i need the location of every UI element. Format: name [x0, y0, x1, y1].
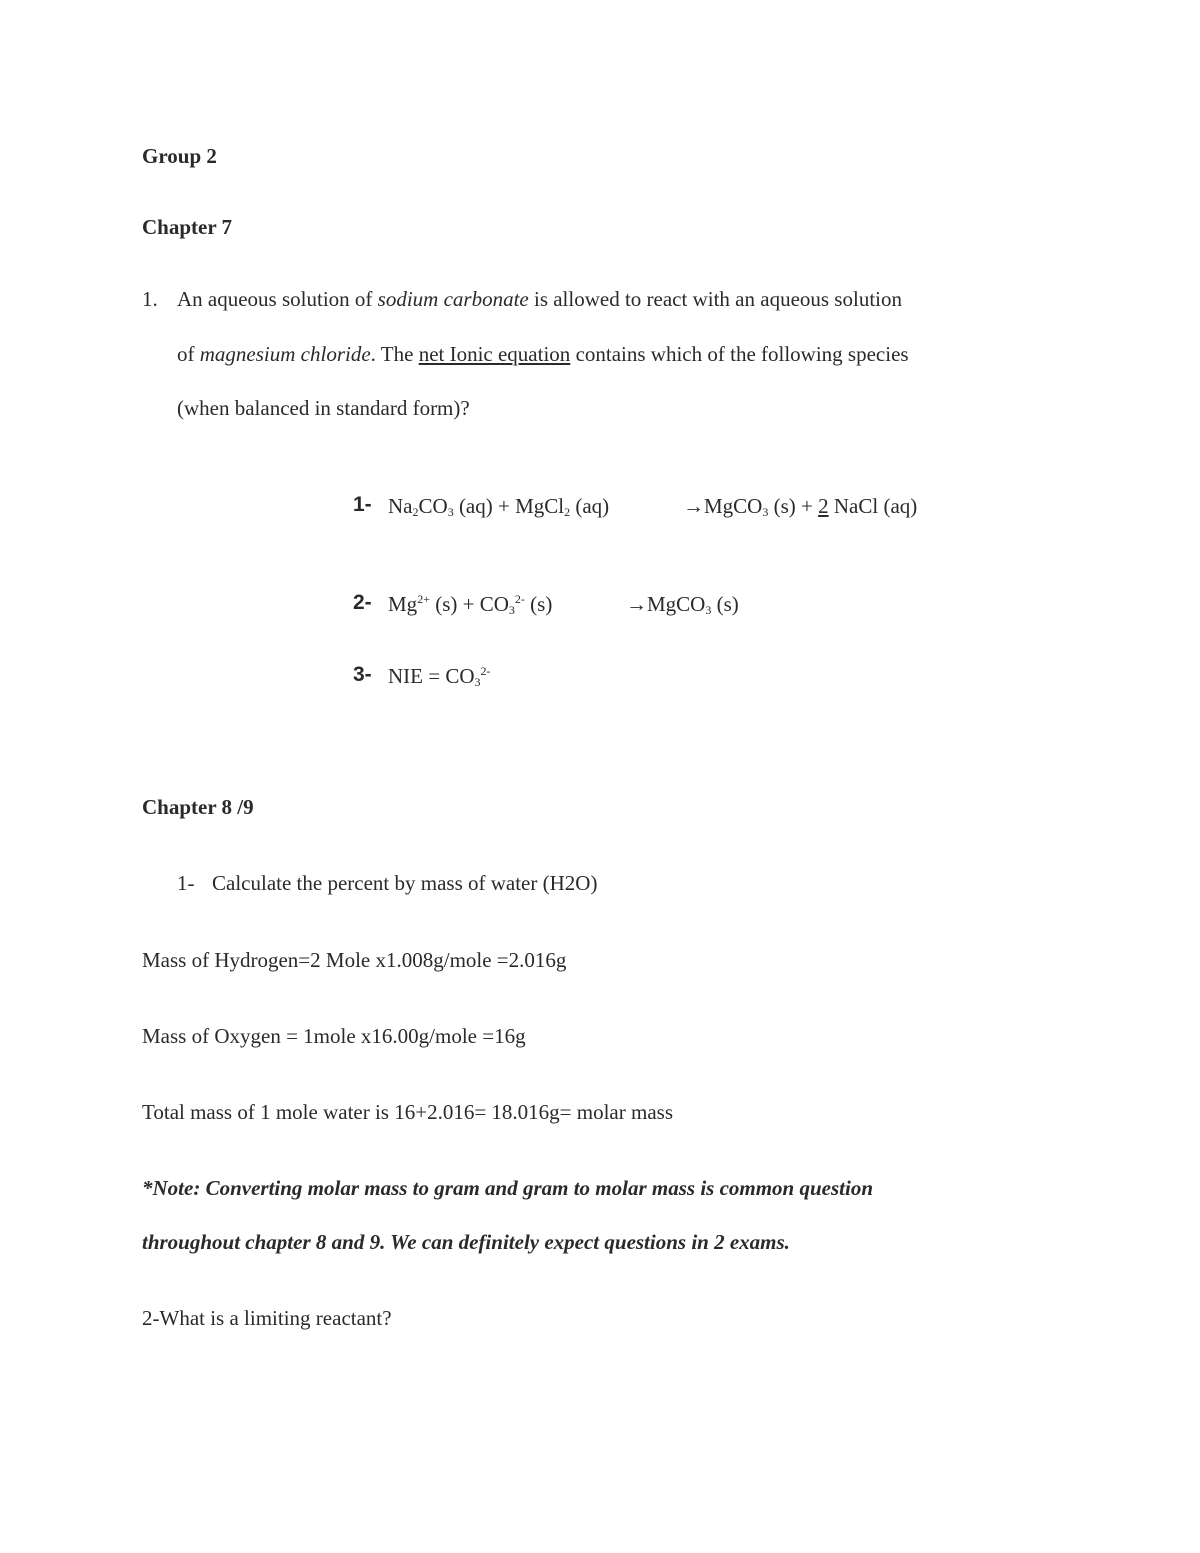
- question-text: of: [177, 342, 200, 366]
- question-2: 2-What is a limiting reactant?: [142, 1306, 392, 1330]
- equation-2-number: 2-: [353, 591, 372, 614]
- equation-1-number: 1-: [353, 493, 372, 516]
- magnesium-chloride-term: magnesium chloride: [199, 342, 371, 366]
- equation-2-reactants: $Mg^{2+}$ $(s) + CO_3^{2-}$ (s): [388, 592, 553, 617]
- note-line-2: throughout chapter 8 and 9. We can definitely expect questions in 2 exams.: [142, 1230, 790, 1254]
- question-text: . The: [370, 342, 419, 366]
- group-title: Group 2: [142, 144, 217, 168]
- equation-2-products: →MgCO$_3$ (s): [626, 592, 739, 617]
- coefficient: 2: [818, 494, 829, 518]
- net-ionic-equation-term: net Ionic equation: [418, 342, 571, 366]
- question-text: is allowed to react with an aqueous solution: [528, 287, 902, 311]
- chapter-8-9-heading: Chapter 8 /9: [142, 795, 254, 819]
- equation-1-reactants: $Na_2CO_3$ (aq) + MgCl$_2$ (aq): [388, 494, 610, 519]
- oxygen-mass-line: Mass of Oxygen = 1mole x16.00g/mole =16g: [142, 1024, 526, 1048]
- question-1-line-2: [177, 342, 909, 367]
- question-text: contains which of the following species: [570, 342, 909, 366]
- note-line-1: *Note: Converting molar mass to gram and gram to molar mass is common question: [142, 1176, 874, 1200]
- equation-3-number: 3-: [353, 663, 372, 686]
- question-text: An aqueous solution of: [177, 287, 378, 311]
- question-1-line-1: [177, 287, 902, 312]
- chapter-8-9-question-1-text: Calculate the percent by mass of water (H2O): [212, 871, 598, 895]
- total-mass-line: Total mass of 1 mole water is 16+2.016= 18.016g= molar mass: [142, 1100, 673, 1124]
- question-1-number: 1.: [142, 287, 158, 311]
- equation-3-nie: NIE = $CO_3^{2-}$: [388, 664, 491, 689]
- equation-1-products: →MgCO$_3$ (s) + 2 NaCl (aq): [683, 494, 918, 519]
- question-1-line-3: (when balanced in standard form)?: [177, 396, 470, 420]
- chapter-8-9-question-1-number: 1-: [177, 871, 195, 895]
- hydrogen-mass-line: Mass of Hydrogen=2 Mole x1.008g/mole =2.016g: [142, 948, 567, 972]
- sodium-carbonate-term: sodium carbonate: [377, 287, 529, 311]
- chapter-7-heading: Chapter 7: [142, 215, 233, 239]
